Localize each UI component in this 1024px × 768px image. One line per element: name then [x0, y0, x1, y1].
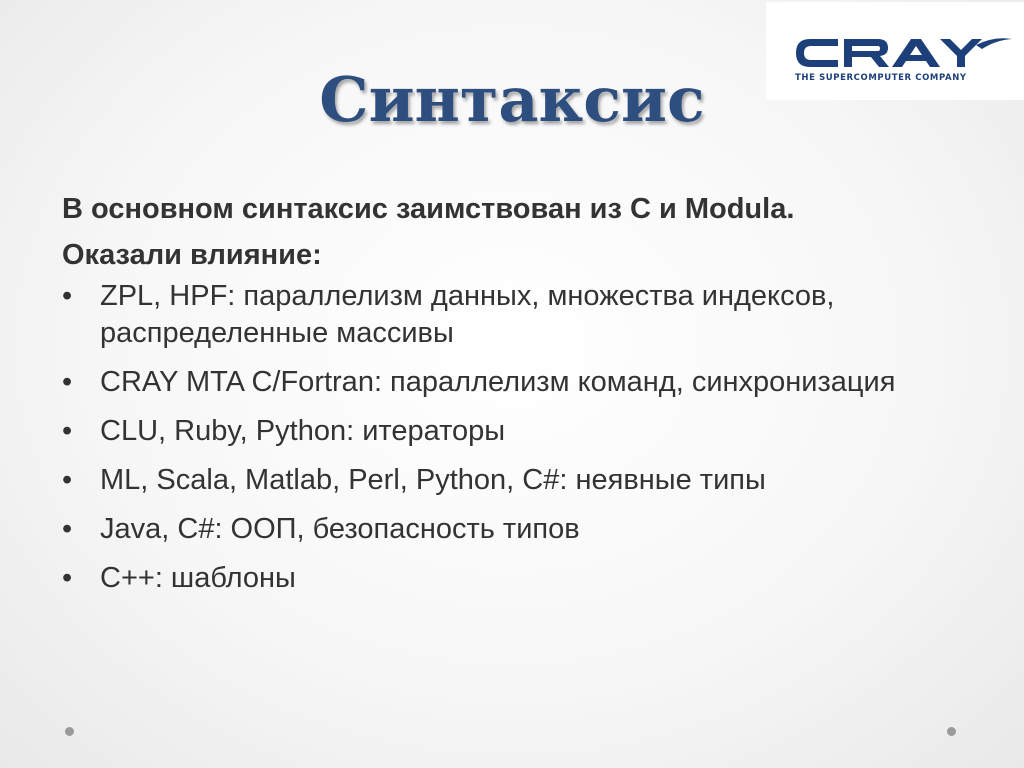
bullet-item [62, 560, 962, 597]
bullet-text: CRAY MTA C/Fortran: параллелизм команд, синхронизация [100, 366, 896, 398]
bullet-icon: • [62, 415, 73, 447]
bullet-item [62, 364, 962, 401]
bullet-icon: • [62, 562, 73, 594]
slide-body [62, 186, 962, 609]
bullet-text: CLU, Ruby, Python: итераторы [100, 415, 506, 447]
bullet-text: ML, Scala, Matlab, Perl, Python, C#: неявные типы [100, 464, 766, 496]
bullet-icon: • [62, 464, 73, 496]
bullet-text: C++: шаблоны [100, 562, 296, 594]
bullet-list [62, 278, 962, 597]
bullet-item [62, 413, 962, 450]
bullet-text: Java, C#: ООП, безопасность типов [100, 513, 580, 545]
corner-dot-left-icon [65, 727, 74, 736]
bullet-icon: • [62, 366, 73, 398]
corner-dot-right-icon [947, 727, 956, 736]
influences-heading: Оказали влияние: [62, 239, 322, 271]
bullet-item [62, 278, 962, 352]
bullet-item [62, 462, 962, 499]
bullet-item [62, 511, 962, 548]
bullet-icon: • [62, 513, 73, 545]
cray-tagline: THE SUPERCOMPUTER COMPANY [795, 73, 967, 83]
slide-title: Синтаксис [319, 63, 705, 136]
bullet-icon: • [62, 280, 73, 312]
bullet-text: ZPL, HPF: параллелизм данных, множества индексов, распределенные массивы [100, 280, 835, 349]
intro-line: В основном синтаксис заимствован из C и Modula. [62, 193, 795, 225]
